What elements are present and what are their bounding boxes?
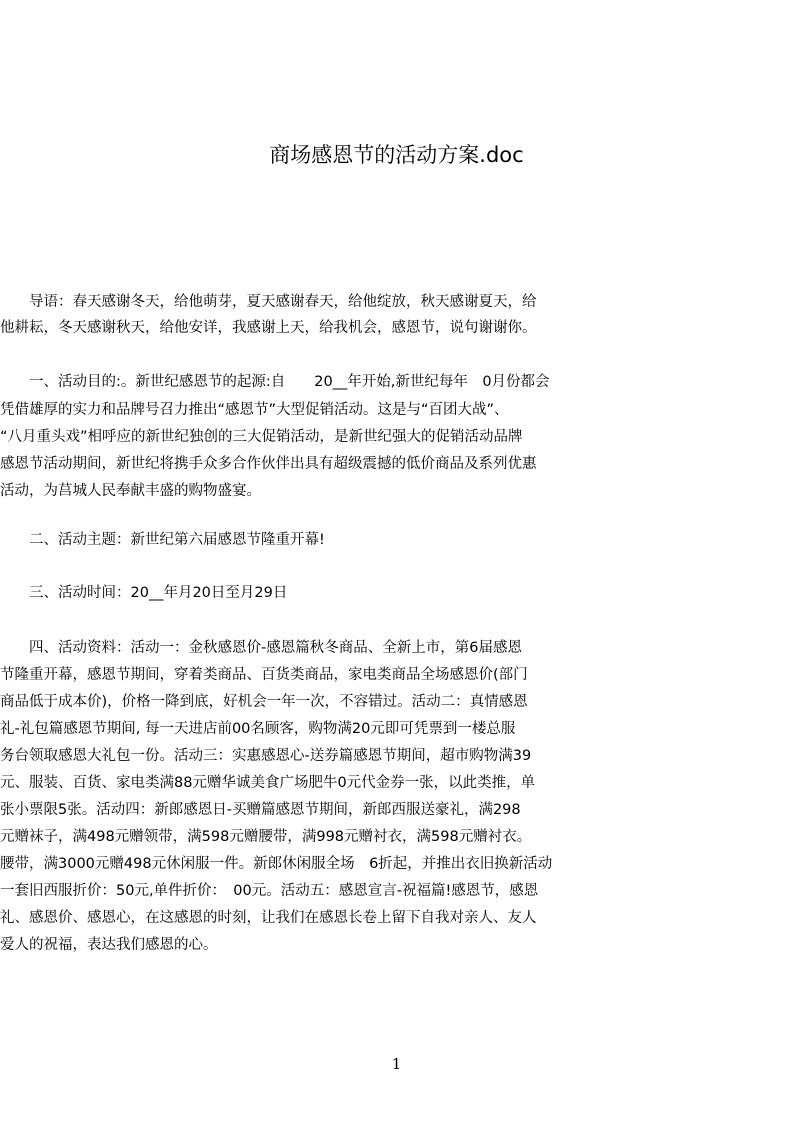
paragraph-line: 他耕耘，冬天感谢秋天，给他安详，我感谢上天，给我机会，感恩节，说句谢谢你。 [0,320,537,336]
paragraph-line: 四、活动资料：活动一：金秋感恩价-感恩篇秋冬商品、全新上市，第6届感恩 [0,640,522,656]
paragraph-line: 三、活动时间：20__年月20日至月29日 [0,585,288,601]
paragraph-line: 元赠袜子，满498元赠领带，满598元赠腰带，满998元赠衬衣，满598元赠衬衣。 [0,829,532,845]
paragraph-line: 导语：春天感谢冬天，给他萌芽，夏天感谢春天，给他绽放，秋天感谢夏天，给 [0,294,537,310]
paragraph-line: 感恩节活动期间，新世纪将携手众多合作伙伴出具有超级震撼的低价商品及系列优惠 [0,456,537,472]
paragraph-line: “八月重头戏”相呼应的新世纪独创的三大促销活动，是新世纪强大的促销活动品牌 [0,429,523,445]
paragraph-line: 礼、感恩价、感恩心，在这感恩的时刻，让我们在感恩长卷上留下自我对亲人、友人 [0,910,537,926]
paragraph-line: 活动，为莒城人民奉献丰盛的购物盛宴。 [0,483,261,499]
page-number: 1 [391,1055,402,1073]
paragraph-line: 爱人的祝福，表达我们感恩的心。 [0,937,218,953]
document-title: 商场感恩节的活动方案.doc [269,143,524,167]
paragraph-line: 务台领取感恩大礼包一份。活动三：实惠感恩心-送券篇感恩节期间，超市购物满39 [0,748,532,764]
paragraph-line: 礼-礼包篇感恩节期间, 每一天进店前00名顾客，购物满20元即可凭票到一楼总服 [0,721,516,737]
paragraph-line: 腰带，满3000元赠498元休闲服一件。新郎休闲服全场 6折起，并推出衣旧换新活动 [0,856,553,872]
paragraph-line: 元、服装、百货、家电类满88元赠华诚美食广场肥牛0元代金券一张，以此类推，单 [0,775,536,791]
paragraph-line: 二、活动主题：新世纪第六届感恩节隆重开幕! [0,532,325,548]
paragraph-line: 节隆重开幕，感恩节期间，穿着类商品、百货类商品，家电类商品全场感恩价(部门 [0,667,528,683]
paragraph-line: 商品低于成本价)，价格一降到底，好机会一年一次，不容错过。活动二：真情感恩 [0,694,528,710]
paragraph-line: 一套旧西服折价：50元,单件折价： 00元。活动五：感恩宣言-祝福篇!感恩节，感恩 [0,883,539,899]
paragraph-line: 张小票限5张。活动四：新郎感恩日-买赠篇感恩节期间，新郎西服送豪礼，满298 [0,802,521,818]
paragraph-line: 凭借雄厚的实力和品牌号召力推出“感恩节”大型促销活动。这是与“百团大战”、 [0,402,509,418]
paragraph-line: 一、活动目的:。新世纪感恩节的起源:自 20__年开始,新世纪每年 0月份都会 [0,374,550,390]
